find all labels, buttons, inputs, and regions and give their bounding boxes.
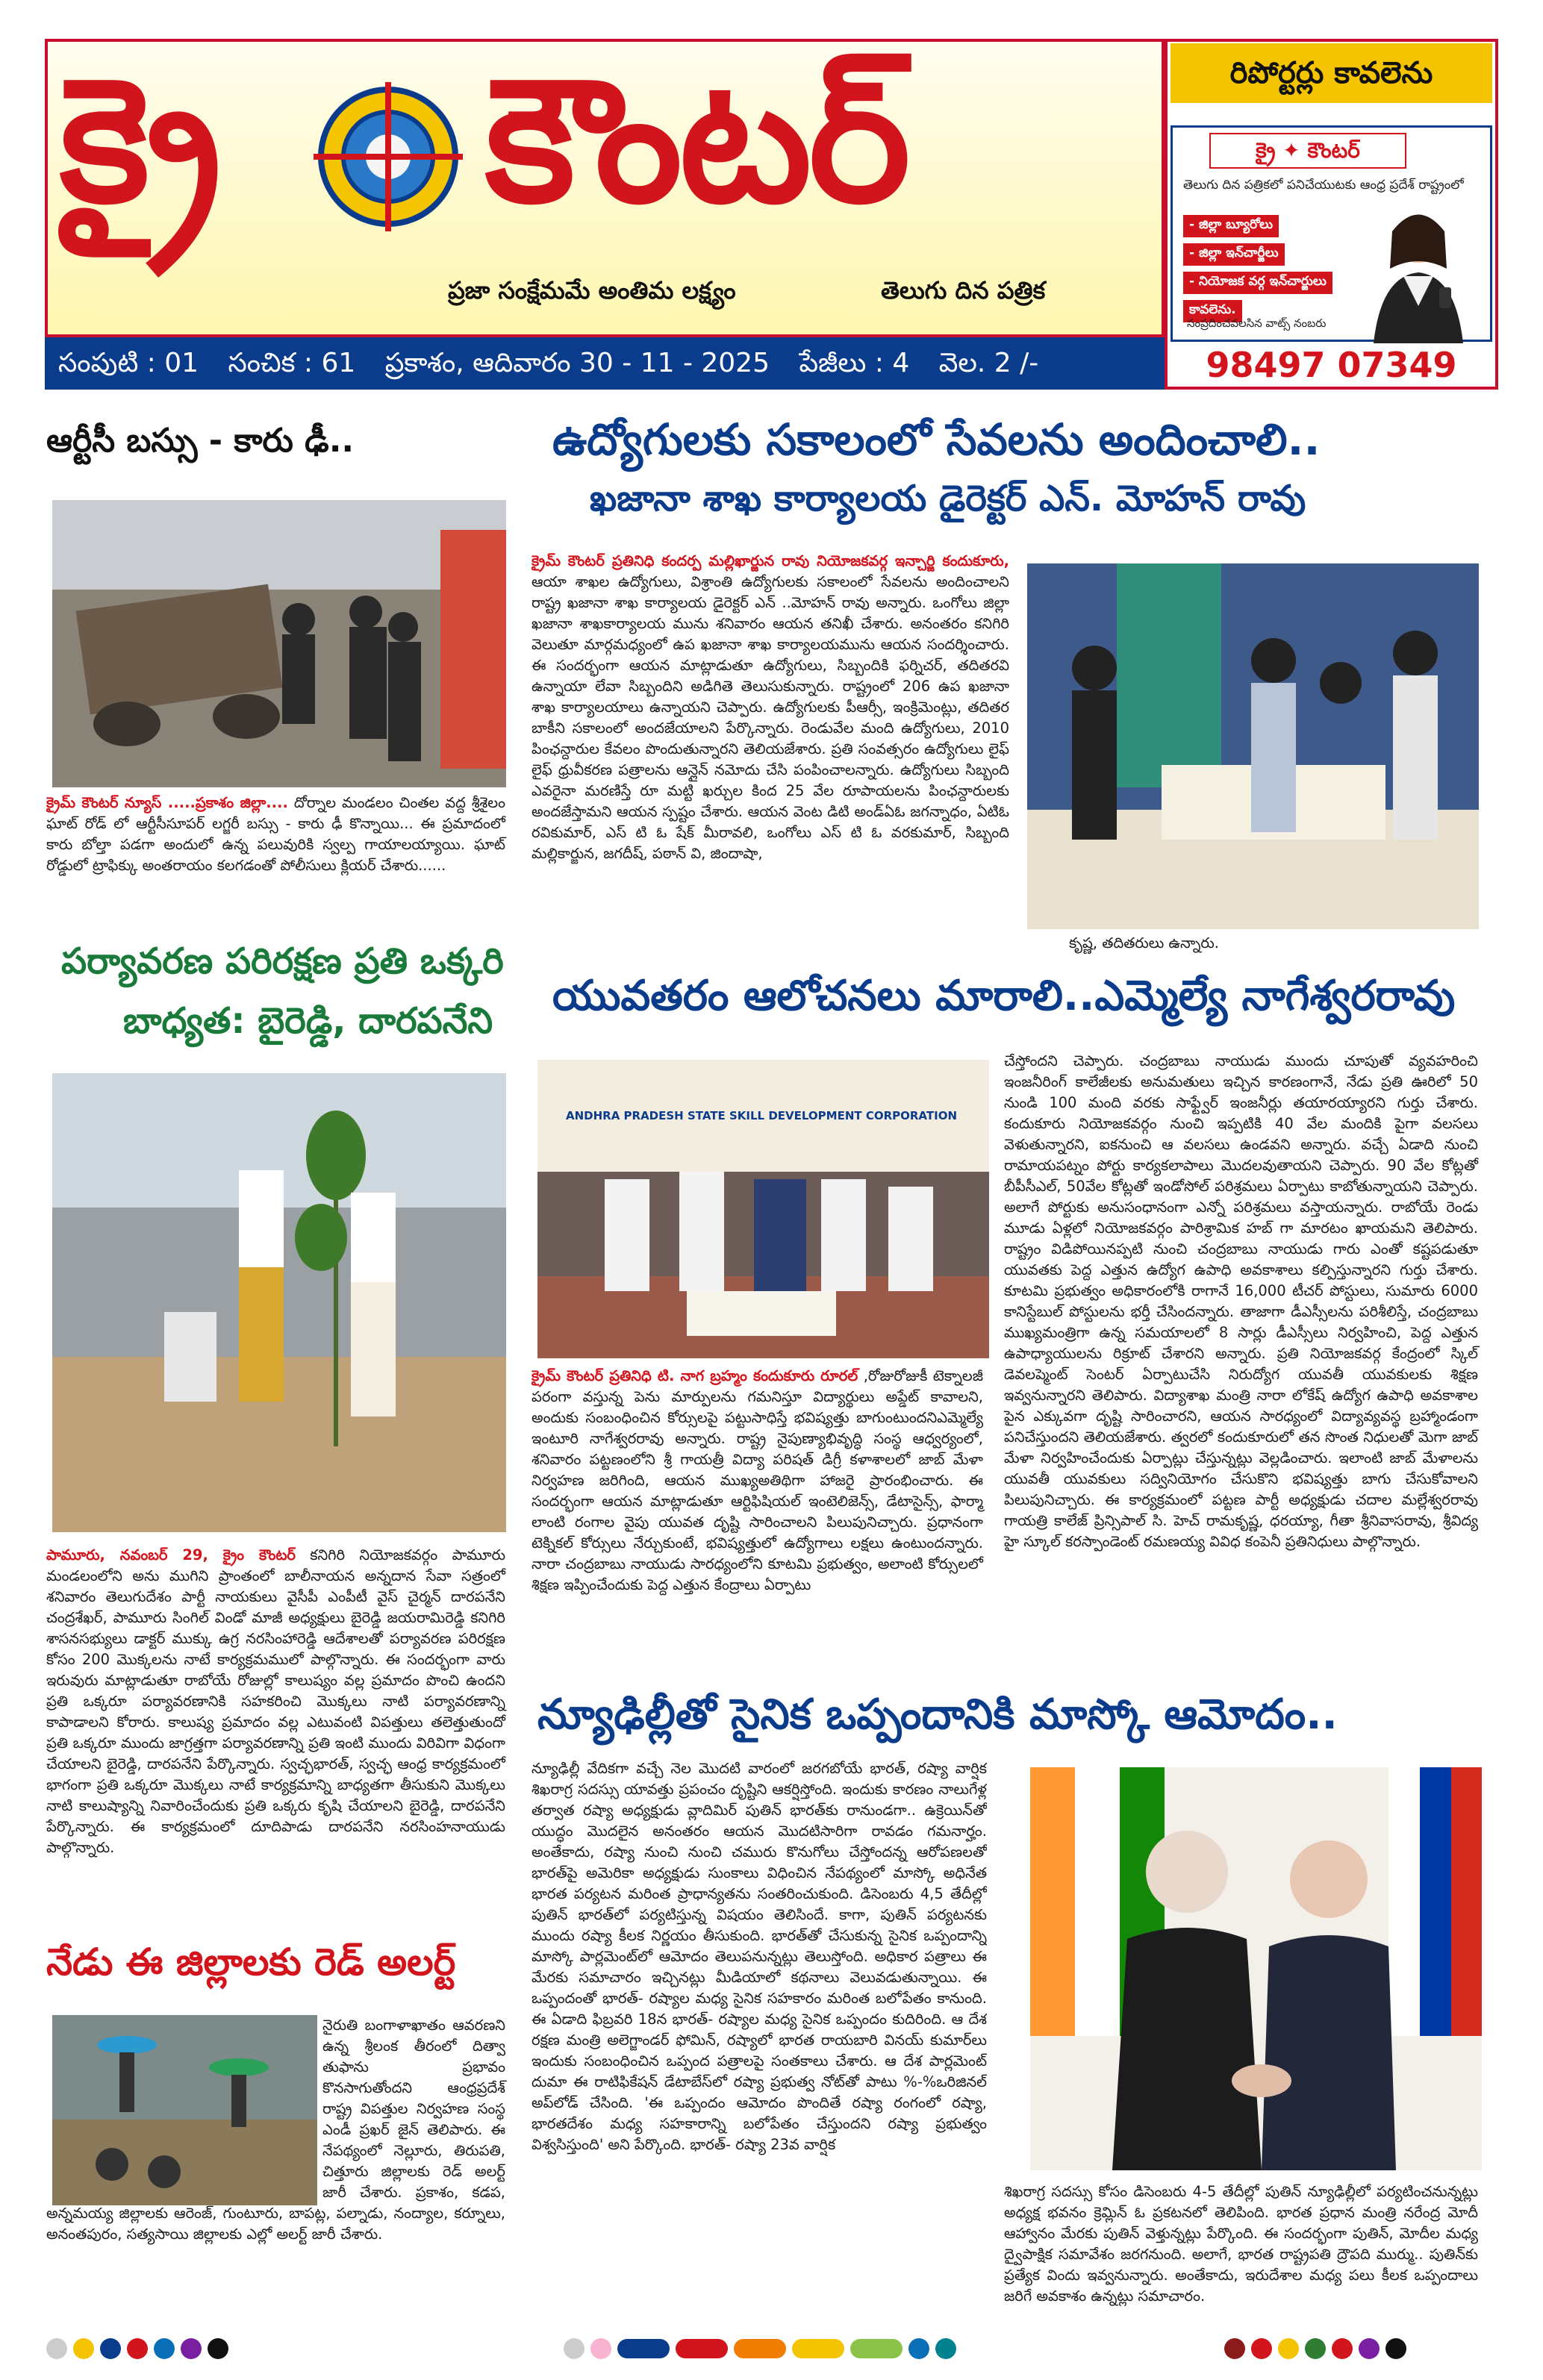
color-dot [1385,2338,1406,2359]
issue-volume: సంపుటి : 01 [58,348,199,378]
bus-headline: ఆర్టీసీ బస్సు - కారు ఢీ.. [46,422,355,460]
woman-with-phone-icon [1359,202,1478,343]
color-dot [590,2338,611,2359]
color-dot [1305,2338,1326,2359]
color-dot [1332,2338,1353,2359]
ad-item: - జిల్లా బ్యూరోలు [1183,215,1279,237]
red-alert-body [46,2015,505,2245]
environment-headline-1: పర్యావరణ పరిరక్షణ ప్రతి ఒక్కరి [61,940,504,982]
color-dot [181,2338,202,2359]
color-dot [850,2339,903,2358]
color-dot [127,2338,148,2359]
bus-body [46,793,505,876]
ad-logo: క్రై ✦ కౌంటర్ [1209,133,1406,169]
treasury-office-photo [1027,563,1479,929]
youth-headline: యువతరం ఆలోచనలు మారాలి..ఎమ్మెల్యే నాగేశ్వరరావు [552,972,1456,1020]
issue-number: సంచిక : 61 [228,348,356,378]
environment-text: కనిగిరి నియోజకవర్గం పామూరు మండలంలోని అను ముగిని ప్రాంతంలో బాలీనాయన అన్నదాన సేవా సత్రంలో శనివారం తెలుగుదేశం పార్టీ నాయకులు వైసీపీ ఎంపీటీ వైస్ చైర్మన్ దారపనేని చంద్రశేఖర్, పామూరు సింగిల్ విండో మాజీ అధ్యక్షులు బైరెడ్డి జయరామిరెడ్డి కనిగిరి శాసనసభ్యులు డాక్టర్ ముక్కు ఉగ్ర నరసింహారెడ్డి ఆదేశాలతో పర్యావరణ పరిరక్షణ కోసం 200 మొక్కలను నాటే కార్యక్రమములో పాల్గొన్నారు. ఈ సందర్భంగా వారు ఇరువురు మాట్లాడుతూ రాబోయే రోజుల్లో కాలుష్యం వల్ల ప్రమాదం పొంచి ఉందని ప్రతి ఒక్కరూ పర్యావరణానికి సహకరించి మొక్కలు నాటి పర్యావరణాన్ని కాపాడాలని కోరారు. కాలుష్య ప్రమాదం వల్ల ఎటువంటి విపత్తులు తలెత్తుతుందో ప్రతి ఒక్కరూ ముందు జాగ్రత్తగా పర్యావరణాన్ని ప్రతి ఇంటి ముందు విరివిగా విధంగా చేయాలని బైరెడ్డి, దారపనేని పేర్కొన్నారు. స్వచ్ఛభారత్, స్వచ్ఛ ఆంధ్ర కార్యక్రమంలో భాగంగా ప్రతి ఒక్కరూ మొక్కలు నాటే కార్యక్రమాన్ని బాధ్యతగా తీసుకుని మొక్కలు నాటి కాలుష్యాన్ని నివారించేందుకు ప్రతి ఒక్కరు కృషి చేయాలని బైరెడ్డి, దారపనేని పేర్కొన్నారు. ఈ కార్యక్రమంలో దూదిపాడు దారపనేని నరసింహనాయుడు పాల్గొన్నారు. [46,1546,505,1856]
issue-date: ప్రకాశం, ఆదివారం 30 - 11 - 2025 [384,348,770,378]
environment-body [46,1545,505,1858]
logo-counter: కౌంటర్ [485,42,908,241]
youth-text-1: ,రోజురోజుకీ టెక్నాలజీ పరంగా వస్తున్న పెను మార్పులను గమనిస్తూ విద్యార్థులు అప్డేట్ కావాలని, అందుకు సంబంధించిన కోర్సులపై పట్టుసాధిస్తే భవిష్యత్తు బాగుంటుందనిఎమ్మెల్యే ఇంటూరి నాగేశ్వరరావు అన్నారు. రాష్ట్ర నైపుణ్యాభివృద్ధి సంస్థ ఆధ్వర్యంలో, శనివారం పట్టణంలోని శ్రీ గాయత్రీ విద్యా పరిషత్ డిగ్రీ కళాశాలలో జాబ్ మేళా నిర్వహణ జరిగింది, ఆయన ముఖ్యఅతిథిగా హాజరై ప్రారంభించారు. ఈ సందర్భంగా ఆయన మాట్లాడుతూ ఆర్టిఫిషియల్ ఇంటెలిజెన్స్, డేటాసైన్స్, ఫార్మా లాంటి రంగాల వైపు యువత దృష్టి సారించాలని పిలుపునిచ్చారు. ప్రధానంగా టెక్నికల్ కోర్సులు నేర్చుకుంటే, భవిష్యత్తులో ఉద్యోగాలు లక్షలు ఉంటుందన్నారు. నారా చంద్రబాబు నాయుడు సారధ్యంలోని కూటమి ప్రభుత్వం, అలాంటి కోర్సులలో శిక్షణ ఇప్పించేందుకు పెద్ద ఎత్తున కేంద్రాలు ఏర్పాటు [532,1367,983,1593]
color-dot [564,2338,585,2359]
treasury-caption: కృష్ణ, తదితరులు ఉన్నారు. [1069,934,1219,952]
color-dots-right [1224,2338,1406,2359]
delhi-body-col1 [532,1758,987,2273]
color-dot [908,2338,929,2359]
color-dot [1251,2338,1272,2359]
ad-title: రిపోర్టర్లు కావలెను [1171,43,1492,103]
bus-lead: క్రైమ్ కౌంటర్ న్యూస్ .....ప్రకాశం జిల్లా.... [46,794,288,811]
ad-item-footer: కావలెను. [1183,300,1242,322]
delhi-text-2: శిఖరాగ్ర సదస్సు కోసం డిసెంబరు 4-5 తేదీల్లో పుతిన్ న్యూఢిల్లీలో పర్యటించనున్నట్లు అధ్యక్ష భవనం క్రెమ్లిన్ ఓ ప్రకటనలో తెలిపింది. భారత ప్రధాన మంత్రి నరేంద్ర మోదీ ఆహ్వానం మేరకు పుతిన్ వెళ్తున్నట్లు పేర్కొంది. ఈ సందర్భంగా పుతిన్, మోదీల మధ్య ద్వైపాక్షిక సమావేశం జరగనుంది. అలాగే, భారత రాష్ట్రపతి ద్రౌపది ముర్ము.. పుతిన్‌కు ప్రత్యేక విందు ఇవ్వనున్నారు. అంతేకాదు, ఇరుదేశాల మధ్య పలు కీలక ఒప్పందాలు జరిగే అవకాశం ఉన్నట్లు సమాచారం. [1004,2183,1478,2305]
treasury-text: ఆయా శాఖల ఉద్యోగులు, విశ్రాంతి ఉద్యోగులకు సకాలంలో సేవలను అందించాలని రాష్ట్ర ఖజానా శాఖ కార్యాలయ డైరెక్టర్ ఎన్ ..మోహన్ రావు అన్నారు. ఒంగోలు జిల్లా ఖజానా శాఖకార్యాలయ మును శనివారం ఆయన తనిఖీ చేశారు. అనంతరం కనిగిరి వెలుతూ మార్గమధ్యంలో ఉప ఖజానా శాఖ కార్యాలయమును ఆయన సందర్శించారు. ఈ సందర్భంగా ఆయన మాట్లాడుతూ ఉద్యోగులు, సిబ్బందికి ఫర్నిచర్, తదితరవి ఉన్నాయా లేవా సిబ్బందిని అడిగితె తెలుసుకున్నారు. రాష్ట్రంలో 206 ఉప ఖజానా శాఖ కార్యాలయాలు ఉన్నాయని చెప్పారు. ఉద్యోగులకు పీఆర్సీ, ఇంక్రిమెంట్లు, తదితర బాకీని సకాలంలో అందజేయాలని పేర్కొన్నారు. రెండువేల మంది ఉద్యోగులు, 2010 పింఛన్దారుల కేవలం పొందుతున్నారని తెలియజేశారు. ప్రతి సంవత్సరం ఉద్యోగులు లైఫ్ లైఫ్ ధ్రువీకరణ పత్రాలను ఆన్లైన్ నమోదు చేసి పంపించాలన్నారు. ఉద్యోగులు సిబ్బంది ఎవరైనా మరణిస్తే రూ మట్టి ఖర్చుల కింద 25 వేల రూపాయలను పింఛన్దారులకు అందజేస్తామని ఆయన స్పష్టం చేశారు. ఆయన వెంట డిటి అండ్‌ఏఓ జగన్నాధం, ఏటిఓ రవికుమార్, ఎస్ టి ఓ షేక్ మీరావలి, ఒంగోలు ఎస్ టి ఓ వరకుమార్, సిబ్బంది మల్లికార్జున, జగదీష్, పఠాన్ వి, జిందాషా, [532,573,1009,862]
job-mela-photo [537,1060,989,1358]
red-alert-text: నైరుతి బంగాళాఖాతం ఆవరణని ఉన్న శ్రీలంక తీరంలో దిత్వా తుఫాను ప్రభావం కొనసాగుతోందని ఆంధ్రప్రదేశ్ రాష్ట్ర విపత్తుల నిర్వహణ సంస్థ ఎండీ ప్రఖర్ జైన్ తెలిపారు. ఈ నేపథ్యంలో నెల్లూరు, తిరుపతి, చిత్తూరు జిల్లాలకు రెడ్ అలర్ట్ జారీ చేశారు. ప్రకాశం, కడప, అన్నమయ్య జిల్లాలకు ఆరెంజ్, గుంటూరు, బాపట్ల, పల్నాడు, నంద్యాల, కర్నూలు, అనంతపురం, సత్యసాయి జిల్లాలకు ఎల్లో అలర్ట్ జారీ చేశారు. [46,2017,505,2243]
color-dot [1224,2338,1245,2359]
ad-phone-number[interactable]: 98497 07349 [1206,345,1457,385]
ad-item: - నియోజక వర్గ ఇన్‌చార్జులు [1183,272,1332,294]
color-dots-left [46,2338,228,2359]
ad-list [1183,215,1362,328]
youth-body-col2 [1004,1051,1478,1552]
issue-price: వెల. 2 /- [938,348,1039,378]
paper-type: తెలుగు దిన పత్రిక [881,276,1046,304]
banner-text: ANDHRA PRADESH STATE SKILL DEVELOPMENT CORPORATION [565,1109,958,1122]
bus-text: దోర్నాల మండలం చింతల వద్ద శ్రీశైలం ఘాట్ రోడ్ లో ఆర్టీసీసూపర్ లగ్జరీ బస్సు - కారు ఢీ కొన్నాయి... ఈ ప్రమాదంలో కారు బోల్తా పడగా అందులో ఉన్న పలువురికి స్వల్ప గాయాలయ్యాయి. ఘాట్ రోడ్డులో ట్రాఫిక్కు అంతరాయం కలగడంతో పోలీసులు క్లియర్ చేశారు...... [46,794,505,874]
ad-contact-label: సంప్రదించవలసిన వాట్స్ నంబరు [1187,316,1327,330]
youth-body-col1 [532,1366,983,1596]
color-dot [617,2339,670,2358]
color-dot [792,2339,844,2358]
crosshair-globe-icon [314,82,463,231]
treasury-lead: క్రైమ్ కౌంటర్ ప్రతినిధి కందర్ప మల్లిఖార్జున రావు నియోజకవర్గ ఇన్చార్జి కందుకూరు, [532,552,1009,569]
youth-text-2: చేస్తోందని చెప్పారు. చంద్రబాబు నాయుడు ముందు చూపుతో వ్యవహరించి ఇంజనీరింగ్ కాలేజీలకు అనుమతులు ఇచ్చిన కారణంగానే, నేడు ప్రతి ఊరిలో 50 నుండి 100 మంది వరకు సాఫ్ట్వేర్ ఇంజనీర్లు తయారయ్యారని గుర్తు చేశారు. కందుకూరు నియోజకవర్గం నుంచి ఇప్పటికి 40 వేల మందికి పైగా వలసలు వెళుతున్నారని, ఐకనుంచి ఆ వలసలు ఉండవని అన్నారు. వచ్చే ఏడాది నుంచి రామాయపట్నం పోర్టు కార్యకలాపాలు మొదలవుతాయని చెప్పారు. 90 వేల కోట్లతో బీపీసీఎల్, 50వేల కోట్లతో ఇండోసోల్ పరిశ్రమలు ఏర్పాటు కాబోతున్నాయని చెప్పారు. అలాగే పోర్టుకు అనుసంధానంగా ఎన్నో పరిశ్రమలు వస్తాయన్నారు. రాబోయే రెండు మూడు ఏళ్లలో నియోజకవర్గం పారిశ్రామిక హబ్ గా మారటం ఖాయమని తెలిపారు. రాష్ట్రం విడిపోయినప్పటి నుంచి చంద్రబాబు నాయుడు గారు ఎంతో కష్టపడుతూ యువతకు పెద్ద ఎత్తున ఉద్యోగ ఉపాధి అవకాశాలు కల్పిస్తున్నారని గుర్తు చేశారు. కూటమి ప్రభుత్వం అధికారంలోకి రాగానే 16,000 టీచర్ పోస్టులు, సుమారు 6000 కానిస్టేబుల్ పోస్టులను భర్తీ చేసిందన్నారు. తాజాగా డీఎస్సీలను పరిశీలిస్తే, చంద్రబాబు ముఖ్యమంత్రిగా ఉన్న సమయాలలో 8 సార్లు డీఎస్సీలు నిర్వహించి, పెద్ద ఎత్తున ఉపాధ్యాయులను రిక్రూట్ చేశారని అన్నారు. ప్రతి నియోజకవర్గ కేంద్రంలో స్కిల్ డెవలప్మెంట్ సెంటర్ ఏర్పాటుచేసి నిరుద్యోగ యువతీ యువకులకు శిక్షణ ఇవ్వనున్నారని తెలిపారు. విద్యాశాఖ మంత్రి నారా లోకేష్ ఉద్యోగ ఉపాధి అవకాశాల పైన ఎక్కువగా దృష్టి సారించారని, ఆయన సారధ్యంలో విద్యావ్యవస్థ బ్రహ్మాండంగా పనిచేస్తుందని తెలియజేశారు. త్వరలో కందుకూరులో తన సొంత నిధులతో మెగా జాబ్ మేళా నిర్వహించేందుకు ఏర్పాట్లు చేస్తున్నట్లు వెల్లడించారు. ఇలాంటి జాబ్ మేళాలను యువతీ యువకులు సద్వినియోగం చేసుకొని భవిష్యత్తు బాగు చేసుకోవాలని పిలుపునిచ్చారు. ఈ కార్యక్రమంలో పట్టణ పార్టీ అధ్యక్షుడు చదాల మల్లేశ్వరరావు గాయత్రి కాలేజ్ ప్రిన్సిపాల్ సి. హెచ్ రామకృష్ణ, ధరయ్యా, గీతా శ్రీనివాసరావు, శ్రీవిద్య హై స్కూల్ కరస్పాండెంట్ రమణయ్య వివిధ కంపెనీ ప్రతినిధులు పాల్గొన్నారు. [1004,1052,1478,1550]
color-dot [100,2338,121,2359]
color-dot [46,2338,67,2359]
environment-lead: పామూరు, నవంబర్ 29, క్రైం కౌంటర్ [46,1546,296,1564]
ad-item: - జిల్లా ఇన్‌చార్జీలు [1183,243,1285,266]
modi-putin-handshake-photo [1030,1767,1482,2170]
tagline: ప్రజా సంక్షేమమే అంతిమ లక్ష్యం [448,276,736,304]
issue-pages: పేజీలు : 4 [799,348,910,378]
delhi-text-1: న్యూఢిల్లీ వేదికగా వచ్చే నెల మొదటి వారంలో జరగబోయే భారత్, రష్యా వార్షిక శిఖరాగ్ర సదస్సు యావత్తు ప్రపంచం దృష్టిని ఆకర్షిస్తోంది. ఇందుకు కారణం నాలుగేళ్ల తర్వాత రష్యా అధ్యక్షుడు వ్లాదిమిర్ పుతిన్ భారత్‌కు రానుండగా.. ఉక్రెయిన్‌తో యుద్ధం మొదలైన అనంతరం ఆయన మొదటిసారిగా రావడం గమనార్హం. అంతేకాదు, రష్యా నుంచి నుంచి చమురు కొనుగోలు చేస్తోందన్న ఆరోపణలతో భారత్‌పై అమెరికా అధ్యక్షుడు సుంకాలు విధించిన నేపథ్యంలో మాస్కో అధినేత భారత పర్యటన మరింత ప్రాధాన్యతను సంతరించుకుంది. డిసెంబరు 4,5 తేదీల్లో పుతిన్ భారత్‌లో పర్యటిస్తున్న విషయం తెలిసిందే. కాగా, పుతిన్ పర్యటనకు ముందు రష్యా కీలక నిర్ణయం తీసుకుంది. భారత్‌తో చేసుకున్న సైనిక ఒప్పందాన్ని మాస్కో పార్లమెంట్‌లో ఆమోదం తెలుపనున్నట్లు తెలుస్తోంది. అధికార పత్రాలు ఈ మేరకు సమాచారం ఇచ్చినట్లు మీడియాలో కథనాలు వెలువడుతున్నాయి. ఈ ఒప్పందంతో భారత్- రష్యాల మధ్య సైనిక సహకారం మరింత బలోపేతం కానుంది. ఈ ఏడాది ఫిబ్రవరి 18న భారత్- రష్యాల మధ్య సైనిక ఒప్పందం కుదిరింది. ఆ దేశ రక్షణ మంత్రి అలెగ్జాండర్ ఫోమిన్, రష్యాలో భారత రాయబారి వినయ్ కుమార్‌లు ఇందుకు సంబంధించిన ఒప్పంద పత్రాలపై సంతకాలు చేశారు. ఆ దేశ పార్లమెంట్ దుమా ఈ రాటిఫికేషన్ డేటాబేస్‌లో రష్యా ప్రభుత్వ నోట్‌తో పాటు %-%ఒరిజినల్ అప్‌లోడ్ చేసింది. 'ఈ ఒప్పందం ఆమోదం పొందితే రష్యా రంగంలో రష్యా, భారతదేశం మధ్య సహకారాన్ని బలోపేతం చేస్తుందని రష్యా ప్రభుత్వం విశ్వసిస్తుంది' అని పేర్కొంది. భారత్- రష్యా 23వ వార్షిక [532,1760,987,2153]
color-dot [1359,2338,1380,2359]
delhi-headline: న్యూఢిల్లీతో సైనిక ఒప్పందానికి మాస్కో ఆమోదం.. [537,1690,1338,1739]
environment-headline-2: బాధ్యత: బైరెడ్డి, దారపనేని [123,1000,493,1042]
youth-lead: క్రైమ్ కౌంటర్ ప్రతినిధి టి. నాగ బ్రహ్మం కందుకూరు రూరల్ [532,1367,858,1384]
red-alert-headline: నేడు ఈ జిల్లాలకు రెడ్ అలర్ట్ [46,1940,456,1984]
color-dot [208,2338,228,2359]
color-dot [1278,2338,1299,2359]
color-dot [935,2338,956,2359]
color-dot [676,2339,728,2358]
logo-crime: క్రై [60,42,219,241]
color-dot [734,2339,786,2358]
color-dot [154,2338,175,2359]
bus-accident-photo [52,500,506,787]
color-dot [73,2338,94,2359]
tree-planting-photo [52,1073,506,1532]
ad-text: తెలుగు దిన పత్రికలో పనిచేయుటకు ఆంధ్ర ప్రదేశ్ రాష్ట్రంలో [1183,178,1464,193]
treasury-headline: ఉద్యోగులకు సకాలంలో సేవలను అందించాలి.. [552,414,1321,465]
issue-bar [45,337,1165,390]
delhi-body-col2 [1004,2181,1478,2307]
color-dots-middle [564,2338,956,2359]
treasury-subhead: ఖజానా శాఖ కార్యాలయ డైరెక్టర్ ఎన్. మోహన్ రావు [590,478,1306,519]
treasury-body [532,551,1009,864]
